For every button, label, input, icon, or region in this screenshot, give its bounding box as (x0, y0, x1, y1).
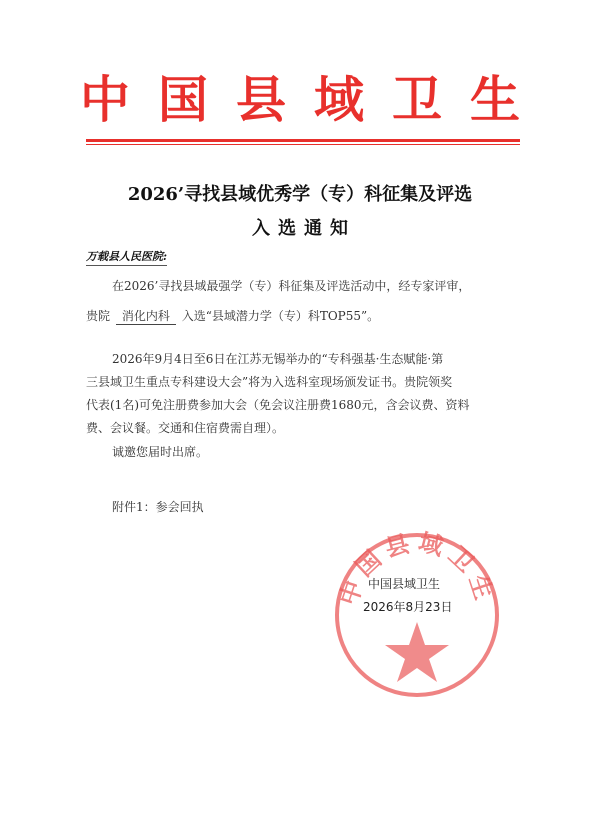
department-name: 消化内科 (116, 307, 176, 325)
signature-organization: 中国县域卫生 (368, 577, 441, 591)
signature-date: 2026年8月23日 (363, 600, 453, 614)
paragraph-1-line-1: 在2026’寻找县域最强学（专）科征集及评选活动中，经专家评审， (112, 279, 471, 293)
svg-text:中国县域卫生: 中国县域卫生 (334, 530, 500, 609)
paragraph-2-line-3: 代表(1名)可免注册费参加大会（免会议注册费1680元，含会议费、资料 (86, 398, 470, 412)
document-subtitle: 入选通知 (252, 218, 356, 239)
attachment-line: 附件1：参会回执 (112, 500, 204, 514)
paragraph-2-line-1: 2026年9月4日至6日在江苏无锡举办的“专科强基·生态赋能·第 (112, 352, 444, 366)
official-seal-icon (332, 530, 502, 700)
paragraph-2-line-4: 费、会议餐。交通和住宿费需自理）。 (86, 421, 285, 435)
invitation-line: 诚邀您届时出席。 (112, 445, 209, 459)
salutation: 万载县人民医院: (86, 248, 167, 266)
selection-result: 入选“县域潜力学（专）科TOP55”。 (181, 309, 380, 323)
masthead-title: 中国县域卫生 (80, 71, 548, 129)
paragraph-1-line-2 (86, 307, 379, 325)
document-title: 2026’寻找县域优秀学（专）科征集及评选 (127, 184, 473, 205)
masthead-rule-thick (86, 139, 520, 142)
hospital-prefix: 贵院 (86, 309, 111, 323)
masthead-rule-thin (86, 144, 520, 145)
paragraph-2-line-2: 三县域卫生重点专科建设大会”将为入选科室现场颁发证书。贵院领奖 (86, 375, 453, 389)
